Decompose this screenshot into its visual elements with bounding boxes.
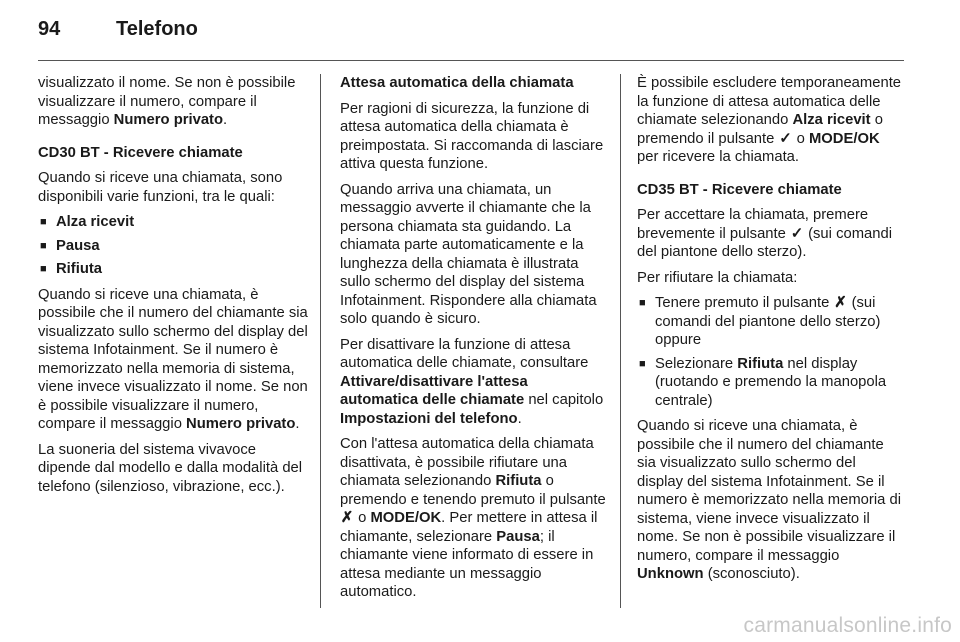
paragraph: Con l'attesa automatica della chiamata disattivata, è possibile rifiutare una chiamata selezionando Rifiuta o premendo e tenendo premuto il pulsante ✗ o MODE/OK. Per mettere in attesa il chiamante, selezionare Pausa; il chiamante viene informato di essere in attesa mediante un messaggio automatico. [340, 436, 606, 600]
paragraph: Per accettare la chiamata, premere brevemente il pulsante ✓ (sui comandi del piantone dello sterzo). [637, 207, 892, 260]
list-item: ■ Pausa [38, 237, 310, 256]
reject-steps-list [637, 294, 905, 410]
paragraph: Quando si riceve una chiamata, è possibile che il numero del chiamante sia visualizzato sullo schermo del display del sistema Infotainment. Se il numero è memorizzato nella memoria di sistema, viene invece visualizzato il nome. Se non è possibile visualizzare il numero, compare il messaggio Unknown (sconosciuto). [637, 418, 901, 582]
paragraph: visualizzato il nome. Se non è possibile visualizzare il numero, compare il messaggio Numero privato. [38, 75, 296, 128]
paragraph: È possibile escludere temporaneamente la funzione di attesa automatica delle chiamate selezionando Alza ricevit o premendo il pulsante ✓ o MODE/OK per ricevere la chiamata. [637, 75, 902, 165]
paragraph: Quando arriva una chiamata, un messaggio avverte il chiamante che la persona chiamata sta guidando. La chiamata parte automaticamente e la lunghezza della chiamata è illustrata sullo schermo del display del sistema Infotainment. Rispondere alla chiamata solo quando è sicuro. [340, 181, 597, 327]
running-title: Telefono [116, 18, 198, 40]
section-heading-cd30: CD30 BT - Ricevere chiamate [38, 144, 243, 161]
section-heading-cd35: CD35 BT - Ricevere chiamate [637, 181, 842, 198]
column-2 [340, 74, 606, 609]
column-divider [320, 74, 321, 608]
column-divider [620, 74, 621, 608]
header-rule [38, 60, 904, 61]
hang-up-icon: ✗ [834, 295, 847, 311]
page-header [0, 0, 960, 62]
list-item: ■ Rifiuta [38, 260, 310, 279]
watermark: carmanualsonline.info [743, 614, 952, 637]
paragraph: Per ragioni di sicurezza, la funzione di attesa automatica della chiamata è preimpostata. Si raccomanda di lasciare attiva questa funzione. [340, 100, 604, 172]
list-item: ■ Alza ricevit [38, 213, 310, 232]
page-number: 94 [38, 18, 61, 40]
paragraph: La suoneria del sistema vivavoce dipende dal modello e dalla modalità del telefono (silenzioso, vibrazione, ecc.). [38, 441, 303, 495]
hang-up-icon: ✗ [340, 510, 354, 526]
answer-icon: ✓ [779, 130, 792, 147]
paragraph: Per disattivare la funzione di attesa automatica delle chiamate, consultare Attivare/disattivare l'attesa automatica delle chiamate nel capitolo Impostazioni del telefono. [340, 336, 604, 427]
paragraph: Quando si riceve una chiamata, è possibile che il numero del chiamante sia visualizzato sullo schermo del display del sistema Infotainment. Se il numero è memorizzato nella memoria di sistema, viene invece visualizzato il nome. Se non è possibile visualizzare il numero, compare il messaggio Numero privato. [38, 286, 308, 432]
section-heading-auto-hold: Attesa automatica della chiamata [340, 75, 574, 91]
column-3 [637, 74, 905, 591]
column-1 [38, 74, 310, 503]
paragraph: Quando si riceve una chiamata, sono disponibili varie funzioni, tra le quali: [38, 170, 283, 205]
answer-icon: ✓ [790, 225, 804, 242]
paragraph: Per rifiutare la chiamata: [637, 269, 798, 286]
list-item: ■ Selezionare Rifiuta nel display (ruotando e premendo la manopola centrale) [637, 355, 905, 411]
option-list [38, 213, 310, 279]
list-item: ■ Tenere premuto il pulsante ✗ (sui comandi del piantone dello sterzo) oppure [637, 294, 905, 350]
